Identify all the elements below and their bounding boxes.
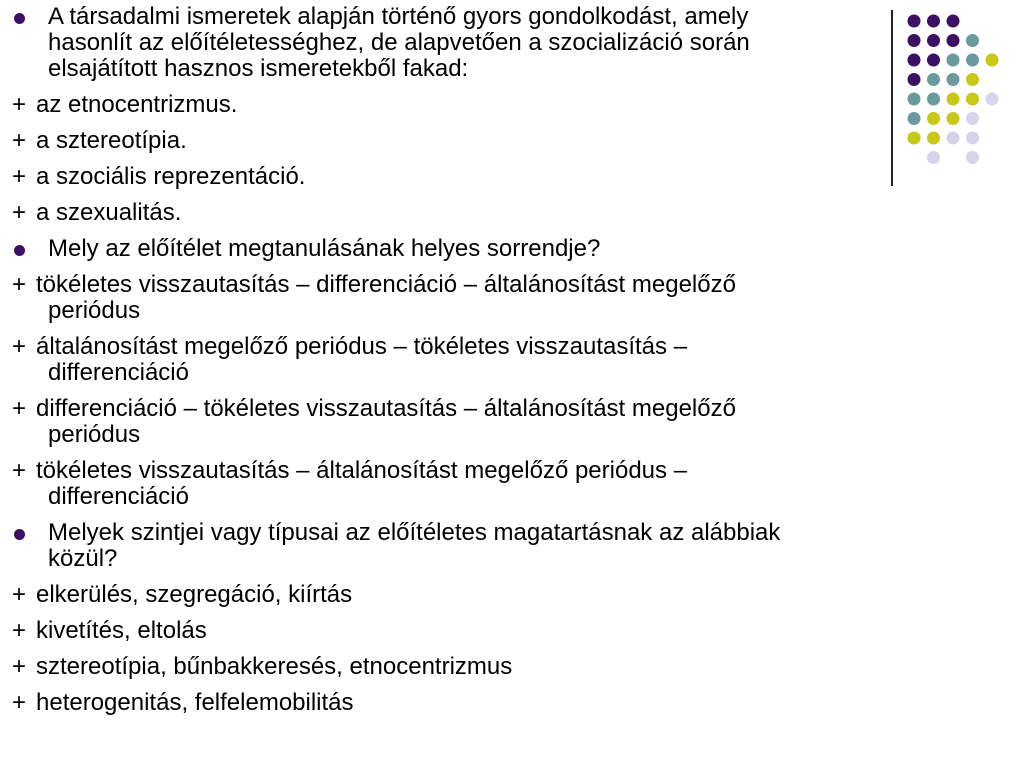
answer-option: + tökéletes visszautasítás – differenciáció – általánosítást megelőző [12,271,736,298]
plus-sign: + [12,581,27,608]
question-text-line: Melyek szintjei vagy típusai az előítéletes magatartásnak az alábbiak [12,520,1017,546]
plus-sign: + [12,271,27,298]
plus-sign: + [12,91,27,118]
answer-option: + differenciáció – tökéletes visszautasítás – általánosítást megelőző [12,395,736,422]
answer-option-continuation: differenciáció [48,483,189,510]
question-text-line: közül? [48,545,118,572]
plus-sign: + [12,163,27,190]
plus-sign: + [12,689,27,716]
plus-sign: + [12,617,27,644]
answer-option: + kivetítés, eltolás [12,617,207,644]
answer-option: + a szociális reprezentáció. [12,163,306,190]
question-text-line: elsajátított hasznos ismeretekből fakad: [48,55,469,82]
slide-content [12,4,1017,716]
question-text-line: A társadalmi ismeretek alapján történő gyors gondolkodást, amely [12,4,1017,30]
question-1 [12,4,1017,226]
answer-option-continuation: differenciáció [48,359,189,386]
answer-option: + az etnocentrizmus. [12,91,238,118]
answer-option-continuation: periódus [48,421,141,448]
answer-option-continuation: periódus [48,297,141,324]
plus-sign: + [12,127,27,154]
answer-option: + elkerülés, szegregáció, kiírtás [12,581,353,608]
question-text-line: hasonlít az előítéletességhez, de alapvetően a szocializáció során [48,29,750,56]
plus-sign: + [12,653,27,680]
plus-sign: + [12,333,27,360]
answer-option: + sztereotípia, bűnbakkeresés, etnocentrizmus [12,653,513,680]
question-2 [12,236,1017,510]
question-text-line: Mely az előítélet megtanulásának helyes sorrendje? [12,236,1017,262]
question-3 [12,520,1017,716]
plus-sign: + [12,457,27,484]
plus-sign: + [12,199,27,226]
answer-option: + a szexualitás. [12,199,182,226]
answer-option: + általánosítást megelőző periódus – tökéletes visszautasítás – [12,333,688,360]
answer-option: + heterogenitás, felfelemobilitás [12,689,354,716]
plus-sign: + [12,395,27,422]
bullet-icon [14,245,25,256]
answer-option: + a sztereotípia. [12,127,187,154]
answer-option: + tökéletes visszautasítás – általánosítást megelőző periódus – [12,457,688,484]
bullet-icon [14,529,25,540]
bullet-icon [14,13,25,24]
